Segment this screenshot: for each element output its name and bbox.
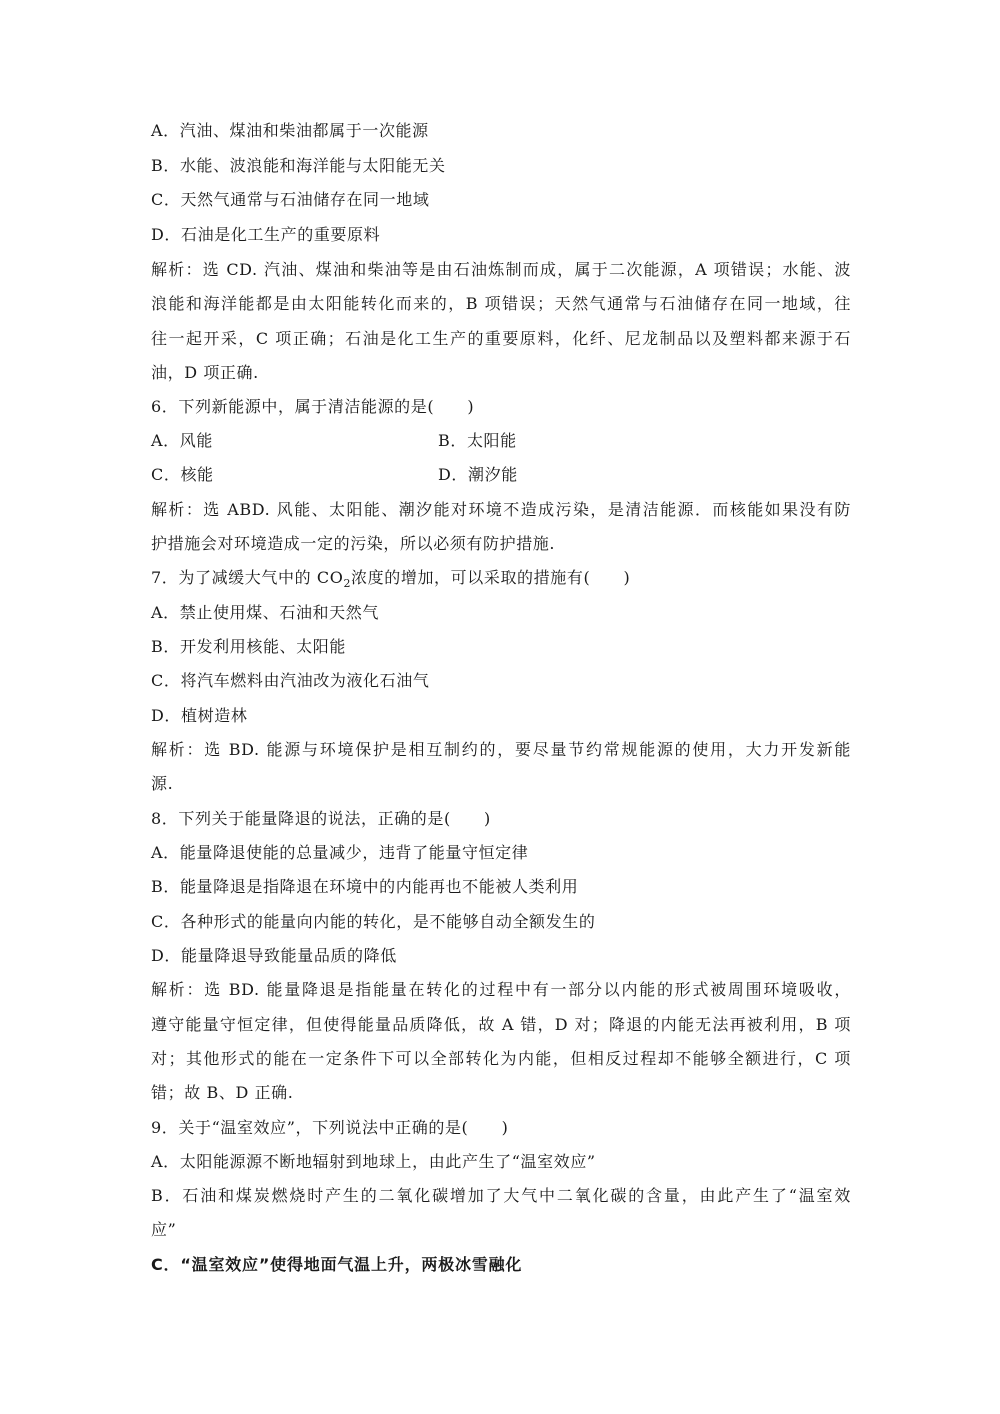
q7-option-a: A．禁止使用煤、石油和天然气 [151, 603, 379, 622]
q7-option-d: D．植树造林 [151, 706, 248, 725]
q7-option-c: C．将汽车燃料由汽油改为液化石油气 [151, 671, 430, 690]
q6-stem: 6．下列新能源中，属于清洁能源的是( ) [151, 397, 475, 416]
q5-analysis-line: 油，D 项正确. [151, 363, 259, 382]
q6-option-b: B．太阳能 [438, 431, 517, 450]
q7-option-b: B．开发利用核能、太阳能 [151, 637, 346, 656]
q7-stem [151, 568, 630, 594]
q6-option-d: D．潮汐能 [438, 465, 518, 484]
q8-option-b: B．能量降退是指降退在环境中的内能再也不能被人类利用 [151, 877, 579, 896]
q7-stem-post: 浓度的增加，可以采取的措施有( ) [351, 568, 631, 587]
q9-stem: 9．关于“温室效应”，下列说法中正确的是( ) [151, 1118, 509, 1137]
q7-analysis-line: 源. [151, 774, 174, 793]
q8-option-a: A．能量降退使能的总量减少，违背了能量守恒定律 [151, 843, 529, 862]
q7-stem-pre: 7．为了减缓大气中的 CO [151, 568, 344, 587]
q9-option-c: C．“温室效应”使得地面气温上升，两极冰雪融化 [151, 1255, 523, 1274]
q8-analysis-line: 遵守能量守恒定律，但使得能量品质降低，故 A 错，D 对；降退的内能无法再被利用，B 项 [151, 1015, 851, 1034]
q8-analysis-line: 对；其他形式的能在一定条件下可以全部转化为内能，但相反过程却不能够全额进行，C 项 [151, 1049, 851, 1068]
q9-option-a: A．太阳能源源不断地辐射到地球上，由此产生了“温室效应” [151, 1152, 596, 1171]
q5-option-a: A．汽油、煤油和柴油都属于一次能源 [151, 121, 429, 140]
q8-option-c: C．各种形式的能量向内能的转化，是不能够自动全额发生的 [151, 912, 596, 931]
q5-option-d: D．石油是化工生产的重要原料 [151, 225, 381, 244]
q6-analysis-line: 解析：选 ABD. 风能、太阳能、潮汐能对环境不造成污染，是清洁能源．而核能如果没有防 [151, 500, 851, 519]
q6-analysis-line: 护措施会对环境造成一定的污染，所以必须有防护措施. [151, 534, 556, 553]
q9-option-b: B．石油和煤炭燃烧时产生的二氧化碳增加了大气中二氧化碳的含量，由此产生了“温室效 [151, 1186, 851, 1205]
q9-option-b-continued: 应” [151, 1220, 177, 1239]
q5-option-c: C．天然气通常与石油储存在同一地域 [151, 190, 430, 209]
q7-analysis-line: 解析：选 BD. 能源与环境保护是相互制约的，要尽量节约常规能源的使用，大力开发新能 [151, 740, 851, 759]
q5-analysis-line: 浪能和海洋能都是由太阳能转化而来的，B 项错误；天然气通常与石油储存在同一地域，往 [151, 294, 851, 313]
q5-option-b: B．水能、波浪能和海洋能与太阳能无关 [151, 156, 446, 175]
q8-option-d: D．能量降退导致能量品质的降低 [151, 946, 397, 965]
q5-analysis-line: 往一起开采，C 项正确；石油是化工生产的重要原料，化纤、尼龙制品以及塑料都来源于石 [151, 329, 851, 348]
q7-stem-subscript: 2 [343, 577, 352, 591]
q6-option-c: C．核能 [151, 465, 214, 484]
q5-analysis-line: 解析：选 CD. 汽油、煤油和柴油等是由石油炼制而成，属于二次能源，A 项错误；水能、波 [151, 260, 851, 279]
q8-stem: 8．下列关于能量降退的说法，正确的是( ) [151, 809, 491, 828]
q8-analysis-line: 解析：选 BD. 能量降退是指能量在转化的过程中有一部分以内能的形式被周围环境吸收， [151, 980, 851, 999]
q6-option-a: A．风能 [151, 431, 213, 450]
q8-analysis-line: 错；故 B、D 正确. [151, 1083, 294, 1102]
